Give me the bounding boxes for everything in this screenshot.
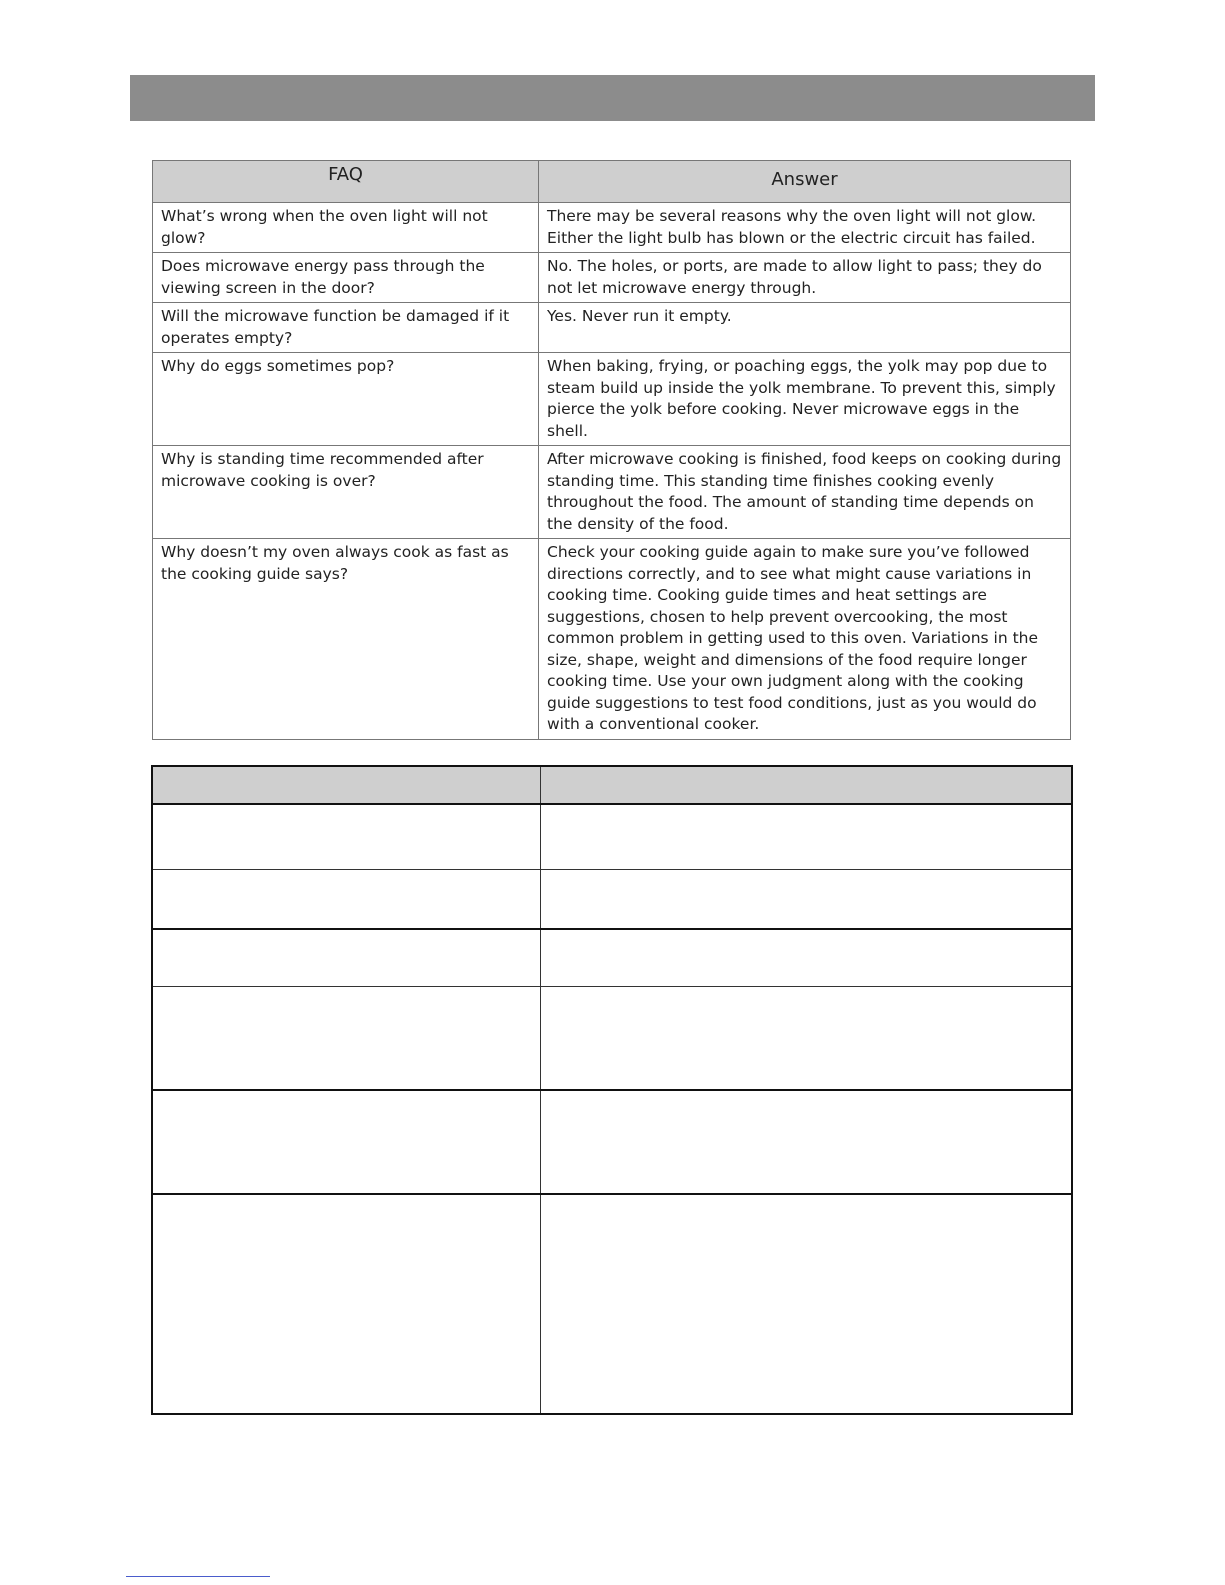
table-row — [153, 353, 1071, 446]
table-row — [153, 203, 1071, 253]
blank-cell — [540, 929, 1072, 986]
answer-column-header: Answer — [539, 161, 1071, 203]
blank-cell — [152, 1194, 540, 1414]
section-header-bar — [130, 75, 1095, 121]
faq-answer: Check your cooking guide again to make sure you’ve followed directions correctly, and to see what might cause variations in cooking time. Cooking guide times and heat settings are suggestions, chosen to help prevent overcooking, the most common problem in getting used to this oven. Variations in the size, shape, weight and dimensions of the food require longer cooking time. Use your own judgment along with the cooking guide suggestions to test food conditions, just as you would do with a conventional cooker. — [539, 539, 1071, 740]
blank-cell — [152, 929, 540, 986]
faq-question: Why is standing time recommended after microwave cooking is over? — [153, 446, 539, 539]
table-row — [153, 539, 1071, 740]
table-row — [153, 446, 1071, 539]
faq-header-row — [153, 161, 1071, 203]
blank-table — [151, 765, 1073, 1415]
faq-answer: When baking, frying, or poaching eggs, the yolk may pop due to steam build up inside the yolk membrane. To prevent this, simply pierce the yolk before cooking. Never microwave eggs in the shell. — [539, 353, 1071, 446]
faq-question: Why do eggs sometimes pop? — [153, 353, 539, 446]
blank-cell — [152, 986, 540, 1090]
table-row — [152, 1194, 1072, 1414]
faq-question: What’s wrong when the oven light will not glow? — [153, 203, 539, 253]
faq-answer: Yes. Never run it empty. — [539, 303, 1071, 353]
blank-cell — [540, 869, 1072, 929]
faq-question: Why doesn’t my oven always cook as fast as the cooking guide says? — [153, 539, 539, 740]
table-row — [152, 1090, 1072, 1194]
blank-cell — [152, 1090, 540, 1194]
blank-cell — [152, 869, 540, 929]
faq-column-header: FAQ — [153, 161, 539, 203]
faq-answer: There may be several reasons why the oven light will not glow. Either the light bulb has blown or the electric circuit has failed. — [539, 203, 1071, 253]
blank-cell — [540, 986, 1072, 1090]
faq-table — [152, 160, 1071, 740]
blank-cell — [540, 804, 1072, 869]
faq-answer: After microwave cooking is finished, food keeps on cooking during standing time. This standing time finishes cooking evenly throughout the food. The amount of standing time depends on the density of the food. — [539, 446, 1071, 539]
table-row — [153, 303, 1071, 353]
blank-header-row — [152, 766, 1072, 804]
table-row — [152, 869, 1072, 929]
faq-question: Will the microwave function be damaged if it operates empty? — [153, 303, 539, 353]
table-row — [152, 804, 1072, 869]
blank-header-cell — [152, 766, 540, 804]
blank-cell — [152, 804, 540, 869]
table-row — [152, 986, 1072, 1090]
table-row — [153, 253, 1071, 303]
blank-cell — [540, 1090, 1072, 1194]
faq-answer: No. The holes, or ports, are made to allow light to pass; they do not let microwave energy through. — [539, 253, 1071, 303]
blank-cell — [540, 1194, 1072, 1414]
faq-question: Does microwave energy pass through the viewing screen in the door? — [153, 253, 539, 303]
table-row — [152, 929, 1072, 986]
blank-header-cell — [540, 766, 1072, 804]
footer-underline — [126, 1576, 270, 1577]
